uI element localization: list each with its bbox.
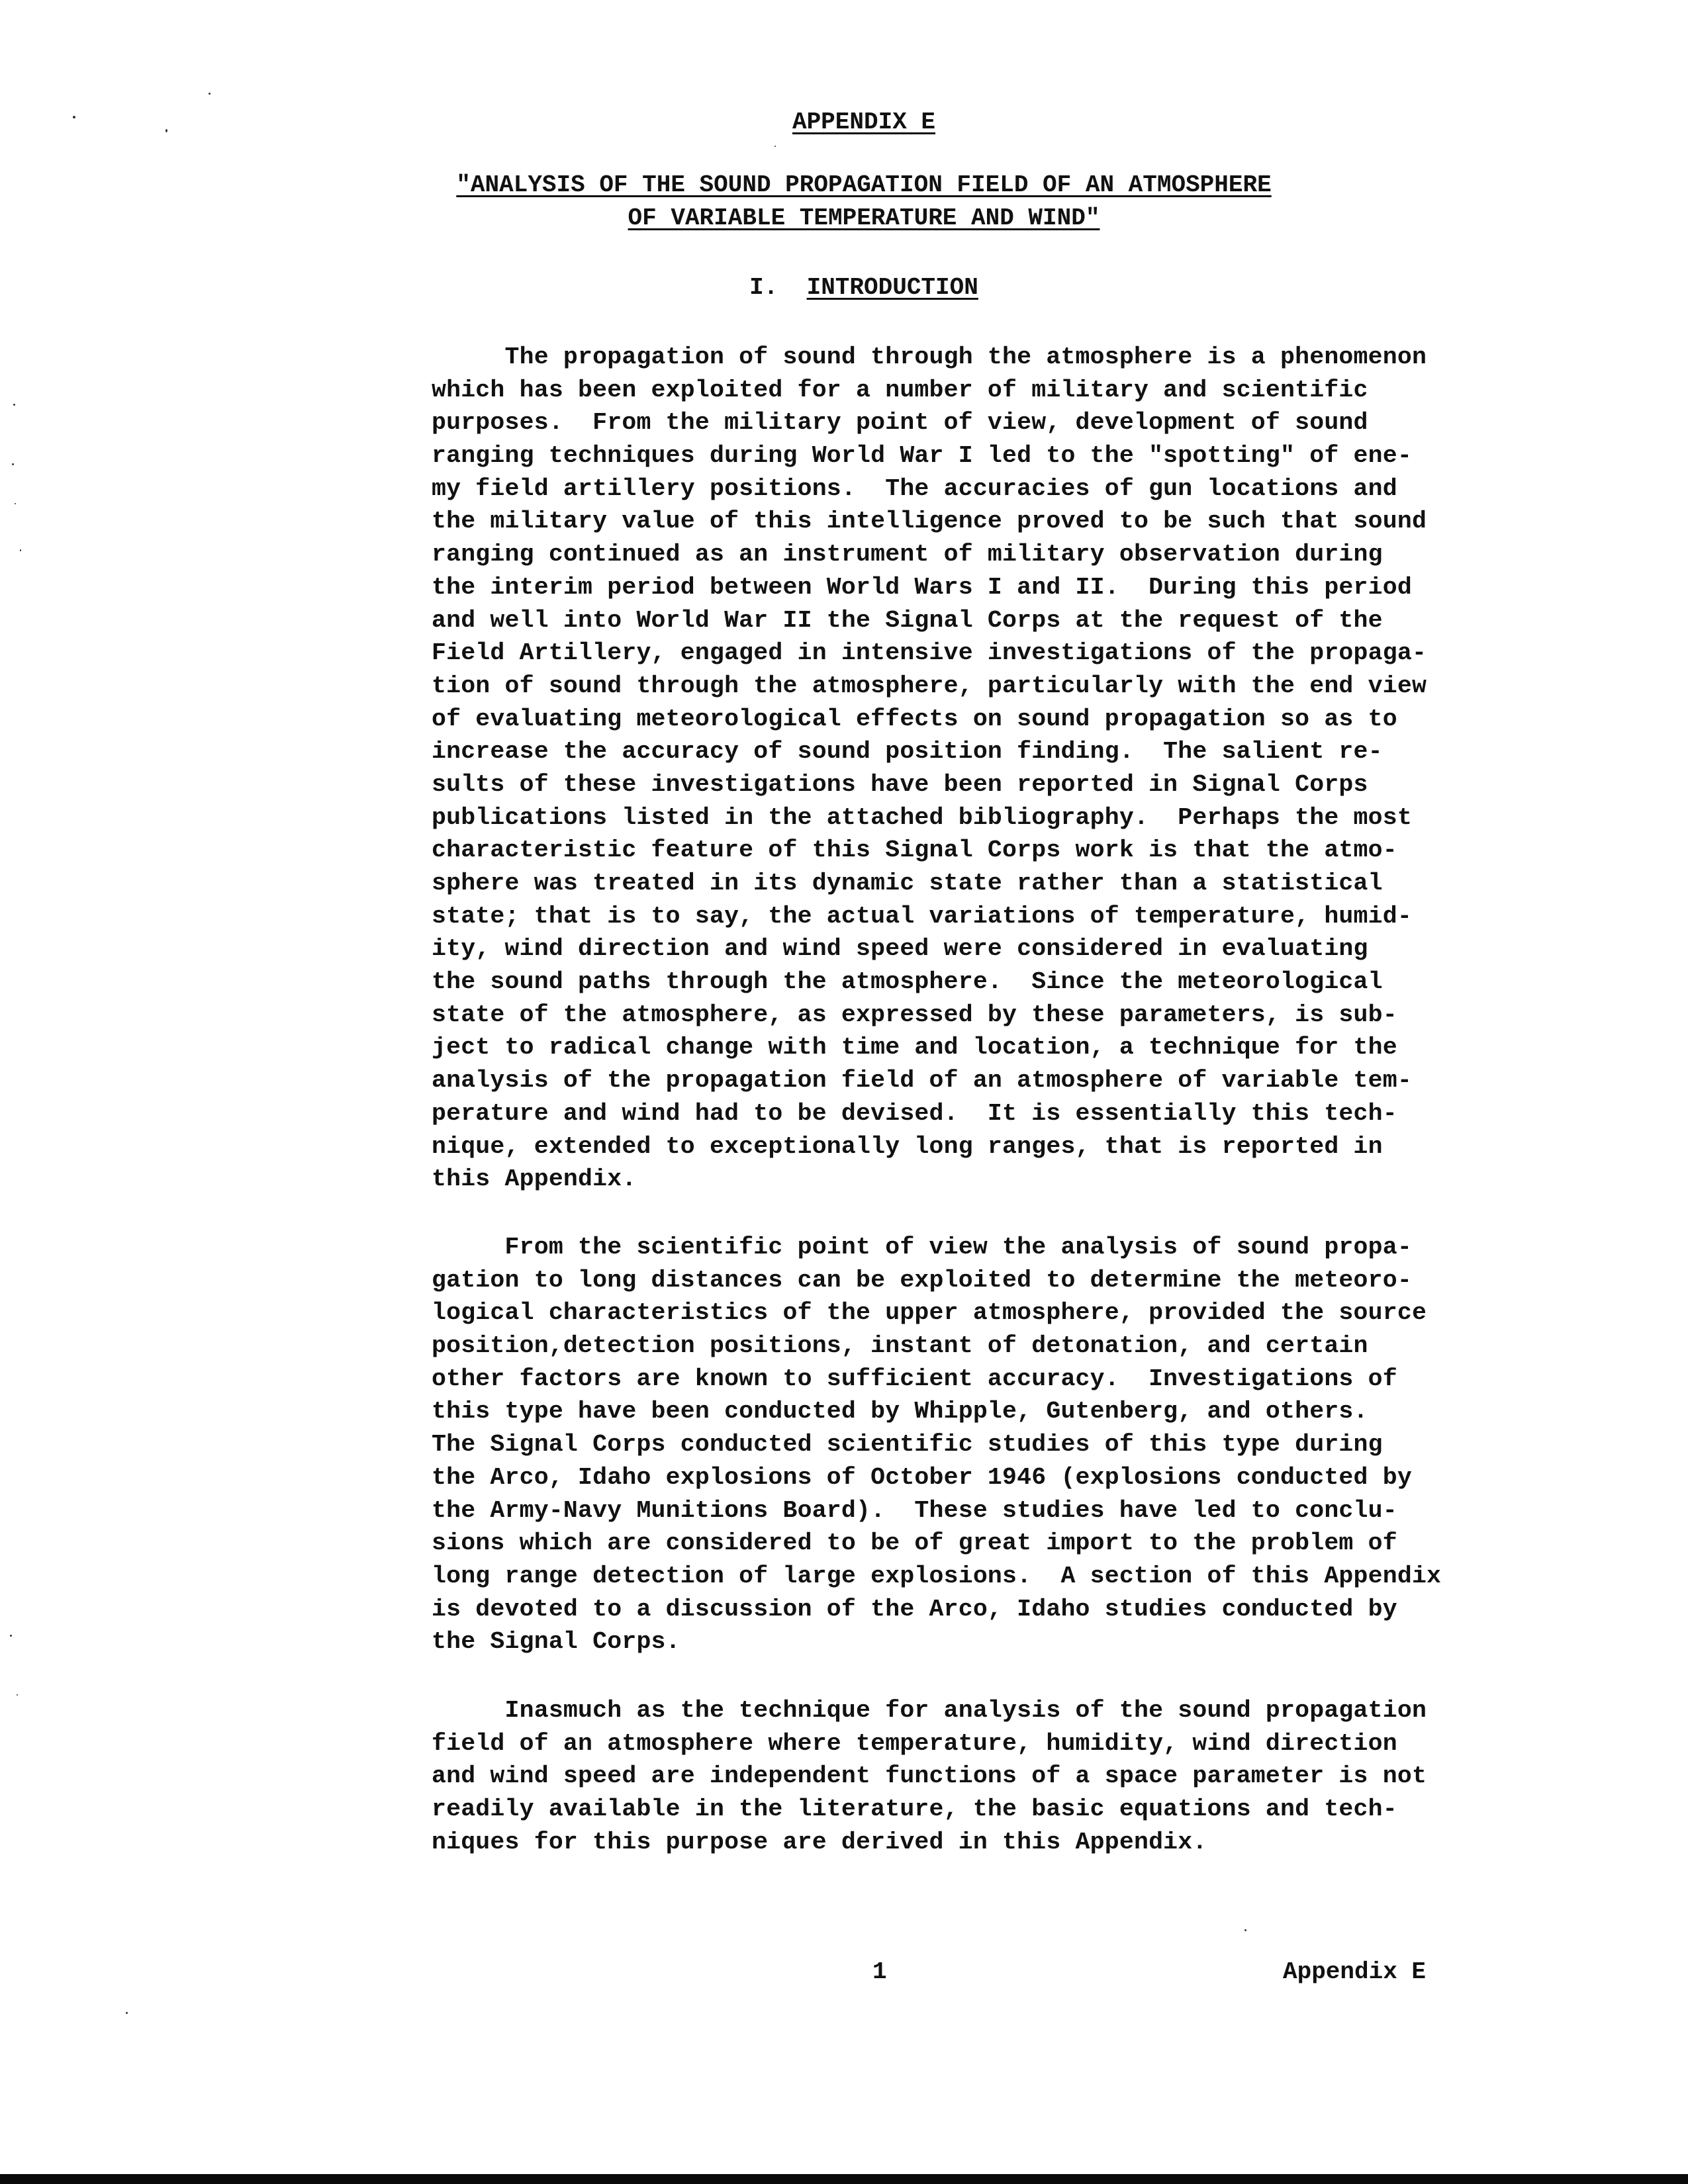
paragraph-line: sults of these investigations have been reported in Signal Corps <box>432 770 1368 798</box>
paragraph-line: the military value of this intelligence proved to be such that sound <box>432 508 1427 535</box>
paragraph-line: state; that is to say, the actual variations of temperature, humid- <box>432 902 1412 930</box>
paragraph-line: niques for this purpose are derived in this Appendix. <box>432 1828 1207 1856</box>
appendix-heading-text: APPENDIX E <box>792 109 936 136</box>
paragraph-line: is devoted to a discussion of the Arco, Idaho studies conducted by <box>432 1595 1397 1623</box>
paragraph-3 <box>432 1694 1623 1858</box>
scan-speck <box>17 1694 18 1696</box>
paragraph-1 <box>432 341 1623 1196</box>
document-title-line-1 <box>20 169 1688 202</box>
paragraph-2 <box>432 1231 1623 1659</box>
paragraph-line: the Army-Navy Munitions Board). These studies have led to conclu- <box>432 1496 1397 1524</box>
paragraph-line: gation to long distances can be exploited to determine the meteoro- <box>432 1266 1412 1294</box>
appendix-heading <box>20 106 1688 139</box>
scan-speck <box>73 116 75 118</box>
paragraph-line: the Signal Corps. <box>432 1628 680 1656</box>
paragraph-line: tion of sound through the atmosphere, particularly with the end view <box>432 672 1427 700</box>
scan-speck <box>774 146 776 147</box>
paragraph-line: The Signal Corps conducted scientific studies of this type during <box>432 1431 1383 1459</box>
page-number: 1 <box>872 1958 887 1985</box>
section-title: INTRODUCTION <box>806 274 978 301</box>
paragraph-line: position,detection positions, instant of detonation, and certain <box>432 1332 1368 1360</box>
paragraph-line: ject to radical change with time and location, a technique for the <box>432 1034 1397 1062</box>
scan-speck <box>12 463 14 465</box>
paragraph-line: nique, extended to exceptionally long ranges, that is reported in <box>432 1132 1383 1160</box>
paragraph-line: From the scientific point of view the analysis of sound propa- <box>432 1234 1412 1261</box>
scan-speck <box>126 2012 128 2014</box>
paragraph-line: state of the atmosphere, as expressed by these parameters, is sub- <box>432 1001 1397 1028</box>
paragraph-line: ity, wind direction and wind speed were considered in evaluating <box>432 935 1368 963</box>
scan-speck <box>1244 1929 1246 1931</box>
scan-speck <box>13 404 15 406</box>
paragraph-line: the Arco, Idaho explosions of October 1946 (explosions conducted by <box>432 1463 1412 1491</box>
paragraph-line: other factors are known to sufficient accuracy. Investigations of <box>432 1365 1397 1392</box>
paragraph-line: the interim period between World Wars I and II. During this period <box>432 573 1412 601</box>
scan-speck <box>15 503 16 504</box>
paragraph-line: ranging continued as an instrument of military observation during <box>432 541 1383 569</box>
paragraph-line: this Appendix. <box>432 1165 637 1193</box>
paragraph-line: long range detection of large explosions. A section of this Appendix <box>432 1562 1442 1590</box>
scan-speck <box>165 129 167 132</box>
section-number: I. <box>749 274 778 301</box>
footer-label: Appendix E <box>1283 1958 1427 1985</box>
paragraph-line: and wind speed are independent functions of a space parameter is not <box>432 1762 1427 1790</box>
paragraph-line: the sound paths through the atmosphere. Since the meteorological <box>432 968 1383 996</box>
scan-speck <box>209 93 211 95</box>
paragraph-line: of evaluating meteorological effects on sound propagation so as to <box>432 705 1397 733</box>
scan-bottom-edge <box>0 2174 1688 2184</box>
scan-speck <box>20 549 21 551</box>
paragraph-line: sions which are considered to be of great import to the problem of <box>432 1529 1397 1557</box>
paragraph-line: analysis of the propagation field of an atmosphere of variable tem- <box>432 1067 1412 1095</box>
paragraph-line: perature and wind had to be devised. It is essentially this tech- <box>432 1099 1397 1127</box>
paragraph-line: field of an atmosphere where temperature, humidity, wind direction <box>432 1729 1397 1757</box>
paragraph-line: Inasmuch as the technique for analysis of the sound propagation <box>432 1697 1427 1724</box>
paragraph-line: ranging techniques during World War I led to the "spotting" of ene- <box>432 442 1412 470</box>
paragraph-line: sphere was treated in its dynamic state rather than a statistical <box>432 870 1383 897</box>
paragraph-line: and well into World War II the Signal Corps at the request of the <box>432 606 1383 634</box>
scan-speck <box>10 1635 12 1637</box>
paragraph-line: characteristic feature of this Signal Corps work is that the atmo- <box>432 837 1397 864</box>
title-line-1-text: "ANALYSIS OF THE SOUND PROPAGATION FIELD OF AN ATMOSPHERE <box>456 171 1272 199</box>
paragraph-line: The propagation of sound through the atmosphere is a phenomenon <box>432 343 1427 371</box>
paragraph-line: which has been exploited for a number of military and scientific <box>432 376 1368 404</box>
paragraph-line: increase the accuracy of sound position finding. The salient re- <box>432 738 1383 766</box>
title-line-2-text: OF VARIABLE TEMPERATURE AND WIND" <box>628 205 1100 232</box>
paragraph-line: publications listed in the attached bibliography. Perhaps the most <box>432 803 1412 831</box>
paragraph-line: readily available in the literature, the basic equations and tech- <box>432 1796 1397 1823</box>
paragraph-line: my field artillery positions. The accuracies of gun locations and <box>432 475 1397 502</box>
paragraph-line: Field Artillery, engaged in intensive investigations of the propaga- <box>432 639 1427 667</box>
section-heading <box>20 271 1688 304</box>
document-title-line-2 <box>20 202 1688 235</box>
paragraph-line: purposes. From the military point of view, development of sound <box>432 409 1368 437</box>
paragraph-line: logical characteristics of the upper atmosphere, provided the source <box>432 1299 1427 1327</box>
paragraph-line: this type have been conducted by Whipple, Gutenberg, and others. <box>432 1398 1368 1426</box>
